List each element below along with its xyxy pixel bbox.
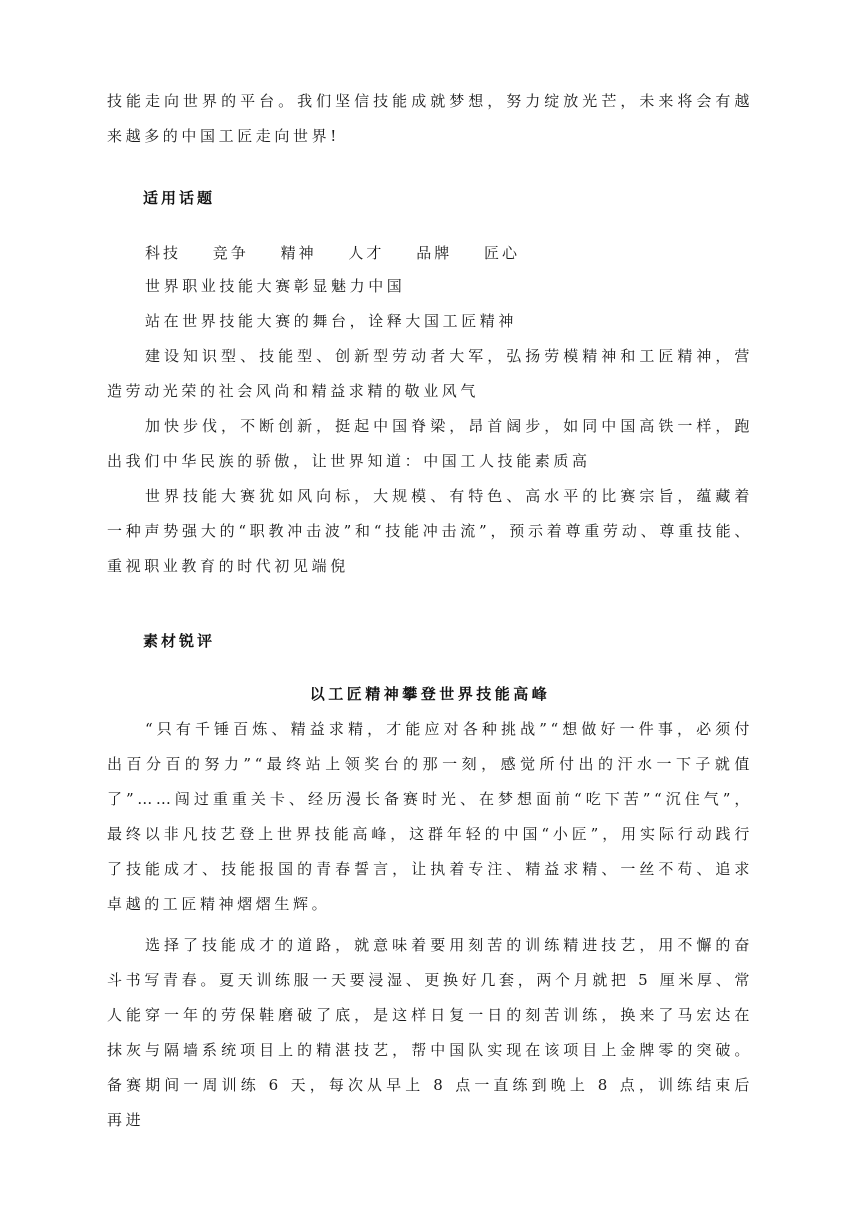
- topic-tag: 科技: [145, 244, 182, 262]
- topics-heading: 适用话题: [143, 189, 216, 207]
- article-body: [107, 712, 753, 1138]
- topic-tags: [145, 242, 544, 263]
- article-paragraph: 选择了技能成才的道路，就意味着要用刻苦的训练精进技艺，用不懈的奋斗书写青春。夏天训练服一天要浸湿、更换好几套，两个月就把 5 厘米厚、常人能穿一年的劳保鞋磨破了底，是这样日复一日的刻苦训练，换来了马宏达在抹灰与隔墙系统项目上的精湛技艺，帮中国队实现在该项目上金牌零的突破。备赛期间一周训练 6 天，每次从早上 8 点一直练到晚上 8 点，训练结束后再进: [107, 936, 753, 1129]
- topic-item: 建设知识型、技能型、创新型劳动者大军，弘扬劳模精神和工匠精神，营造劳动光荣的社会风尚和精益求精的敬业风气: [107, 347, 753, 400]
- topic-tag: 匠心: [483, 244, 520, 262]
- article-paragraph: “只有千锤百炼、精益求精，才能应对各种挑战”“想做好一件事，必须付出百分百的努力”“最终站上领奖台的那一刻，感觉所付出的汗水一下子就值了”……闯过重重关卡、经历漫长备赛时光、在梦想面前“吃下苦”“沉住气”，最终以非凡技艺登上世界技能高峰，这群年轻的中国“小匠”，用实际行动践行了技能成才、技能报国的青春誓言，让执着专注、精益求精、一丝不苟、追求卓越的工匠精神熠熠生辉。: [107, 720, 753, 913]
- topic-item: 站在世界技能大赛的舞台，诠释大国工匠精神: [145, 312, 518, 330]
- topic-tag: 人才: [348, 244, 385, 262]
- intro-paragraph: 技能走向世界的平台。我们坚信技能成就梦想，努力绽放光芒，未来将会有越来越多的中国工匠走向世界!: [107, 92, 753, 145]
- topic-tag: 竞争: [212, 244, 249, 262]
- topic-tag: 精神: [280, 244, 317, 262]
- review-heading: 素材锐评: [143, 632, 216, 650]
- topic-items: [107, 269, 753, 584]
- topic-item: 世界职业技能大赛彰显魅力中国: [145, 277, 406, 295]
- topic-item: 加快步伐，不断创新，挺起中国脊梁，昂首阔步，如同中国高铁一样，跑出我们中华民族的骄傲，让世界知道：中国工人技能素质高: [107, 417, 753, 470]
- topic-item: 世界技能大赛犹如风向标，大规模、有特色、高水平的比赛宗旨，蕴藏着一种声势强大的“职教冲击波”和“技能冲击流”，预示着尊重劳动、尊重技能、重视职业教育的时代初见端倪: [107, 487, 753, 575]
- topic-tag: 品牌: [416, 244, 453, 262]
- article-title: 以工匠精神攀登世界技能高峰: [309, 685, 551, 703]
- intro-section: [107, 84, 753, 154]
